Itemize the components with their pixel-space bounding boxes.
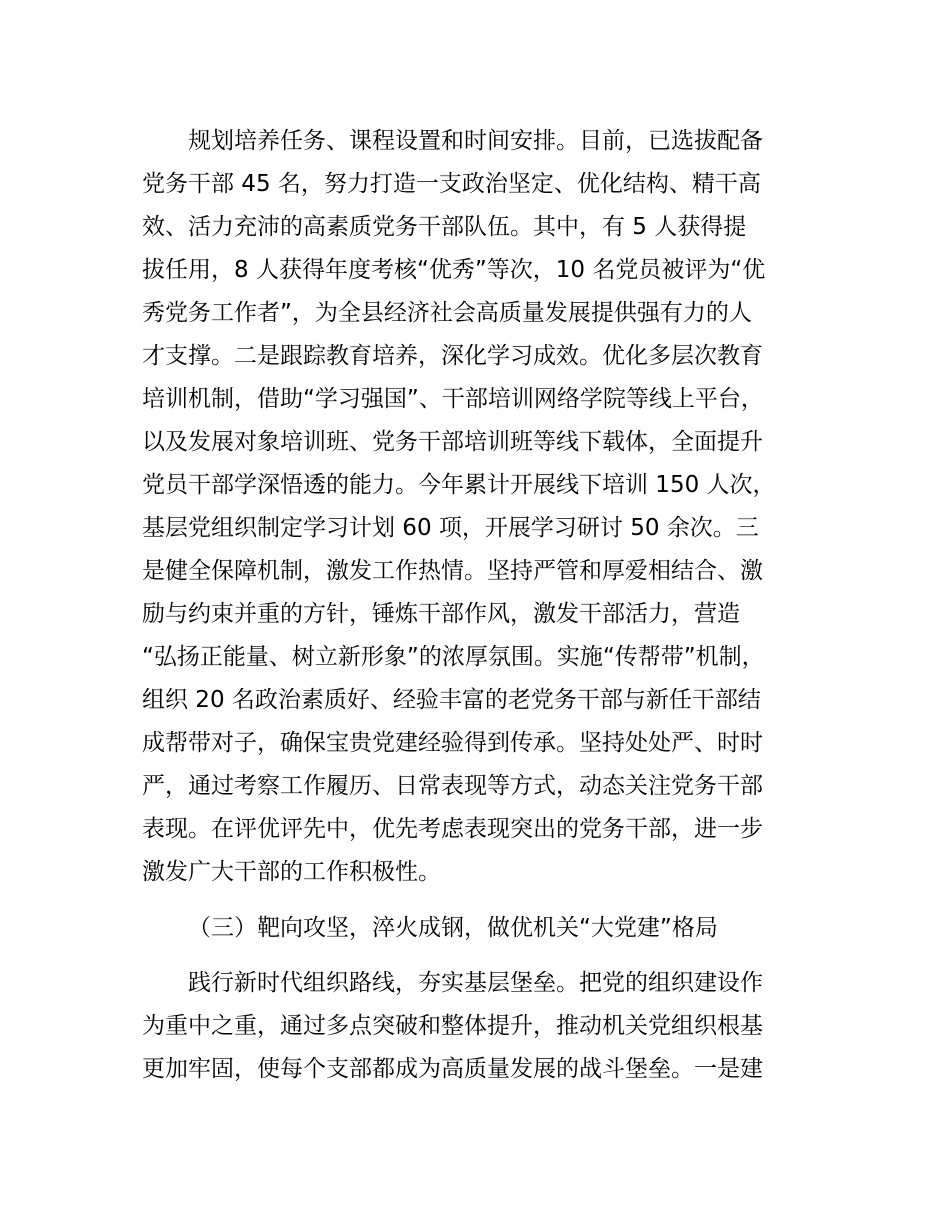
paragraph-2-line-3: 更加牢固，使每个支部都成为高质量发展的战斗堡垒。一是建 <box>142 1056 763 1082</box>
paragraph-1-line-17: 表现。在评优评先中，优先考虑表现突出的党务干部，进一步 <box>142 816 763 842</box>
paragraph-1-line-6: 才支撑。二是跟踪教育培养，深化学习成效。优化多层次教育 <box>142 343 763 369</box>
paragraph-1-line-11: 是健全保障机制，激发工作热情。坚持严管和厚爱相结合、激 <box>142 558 763 584</box>
paragraph-1-line-7: 培训机制，借助“学习强国”、干部培训网络学院等线上平台， <box>142 386 764 412</box>
paragraph-1-line-10: 基层党组织制定学习计划 60 项，开展学习研讨 50 余次。三 <box>142 515 759 541</box>
paragraph-1-line-13: “弘扬正能量、树立新形象”的浓厚氛围。实施“传帮带”机制， <box>142 644 765 670</box>
paragraph-1-line-16: 严，通过考察工作履历、日常表现等方式，动态关注党务干部 <box>142 773 763 799</box>
paragraph-1-line-5: 秀党务工作者”，为全县经济社会高质量发展提供强有力的人 <box>142 300 752 326</box>
paragraph-1-line-3: 效、活力充沛的高素质党务干部队伍。其中，有 5 人获得提 <box>142 214 747 240</box>
paragraph-1-line-1: 规划培养任务、课程设置和时间安排。目前，已选拔配备 <box>188 128 763 154</box>
paragraph-1-line-9: 党员干部学深悟透的能力。今年累计开展线下培训 150 人次， <box>142 472 776 498</box>
paragraph-1-line-14: 组织 20 名政治素质好、经验丰富的老党务干部与新任干部结 <box>142 687 761 713</box>
paragraph-1-line-8: 以及发展对象培训班、党务干部培训班等线下载体，全面提升 <box>142 429 763 455</box>
paragraph-2-line-2: 为重中之重，通过多点突破和整体提升，推动机关党组织根基 <box>142 1013 763 1039</box>
paragraph-1-line-15: 成帮带对子，确保宝贵党建经验得到传承。坚持处处严、时时 <box>142 730 763 756</box>
paragraph-1-line-18: 激发广大干部的工作积极性。 <box>142 859 441 885</box>
paragraph-1-line-2: 党务干部 45 名，努力打造一支政治坚定、优化结构、精干高 <box>142 171 761 197</box>
paragraph-2-line-1: 践行新时代组织路线，夯实基层堡垒。把党的组织建设作 <box>188 970 763 996</box>
section-heading: （三）靶向攻坚，淬火成钢，做优机关“大党建”格局 <box>188 915 718 941</box>
paragraph-1-line-4: 拔任用，8 人获得年度考核“优秀”等次，10 名党员被评为“优 <box>142 257 766 283</box>
paragraph-1-line-12: 励与约束并重的方针，锤炼干部作风，激发干部活力，营造 <box>142 601 740 627</box>
